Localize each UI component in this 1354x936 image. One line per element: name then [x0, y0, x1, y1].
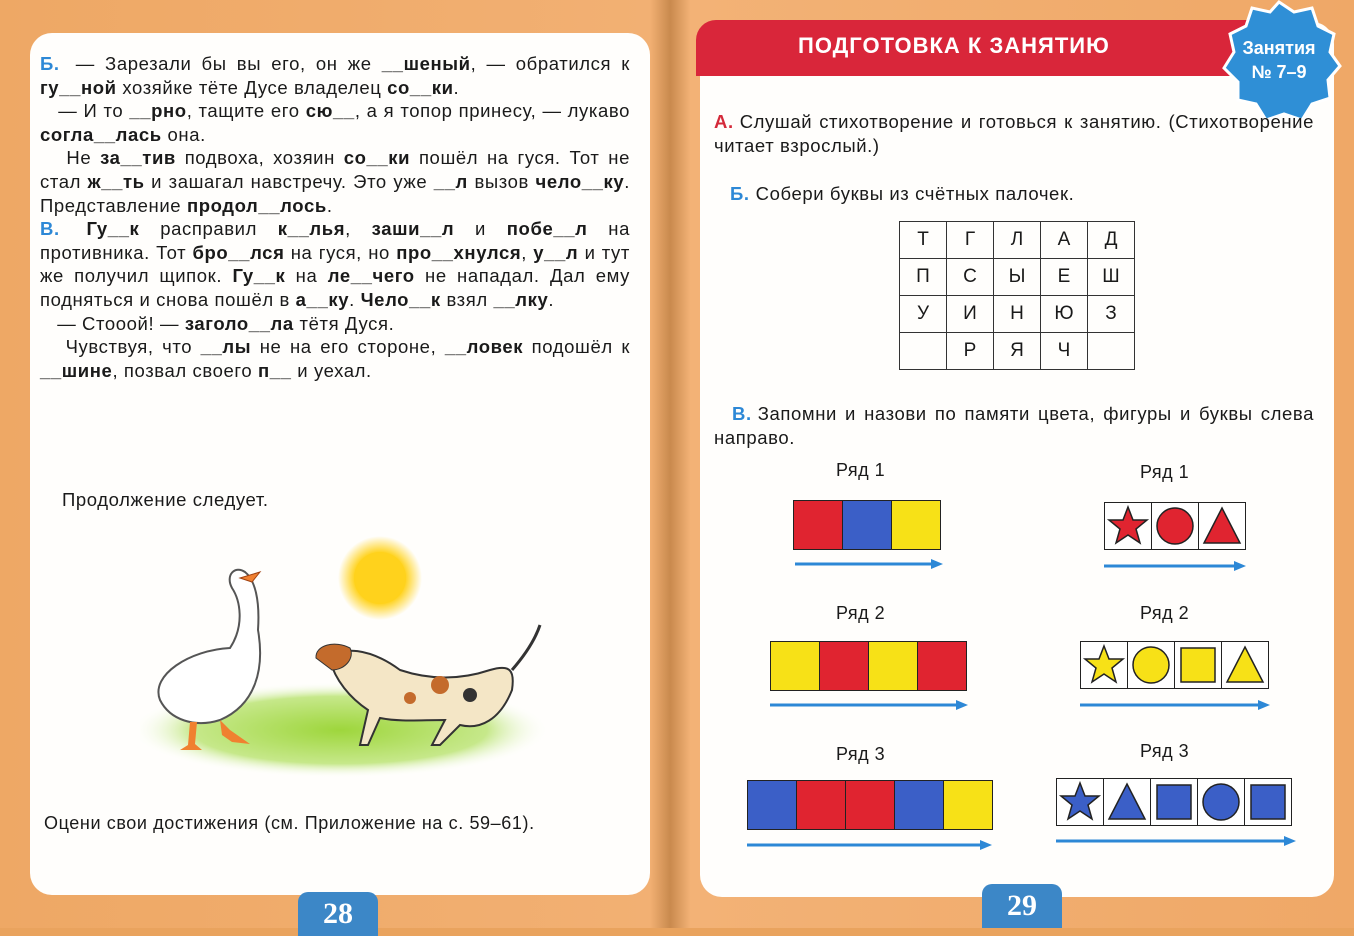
color-square [869, 642, 918, 690]
red-triangle-icon [1199, 503, 1245, 549]
letter-cell: П [900, 259, 947, 296]
direction-arrow [747, 838, 992, 850]
section-b-label: Б. [40, 53, 60, 74]
direction-arrow [1104, 559, 1246, 571]
letter-cell [900, 333, 947, 370]
task-b-text: Собери буквы из счётных палочек. [755, 183, 1075, 204]
color-square [892, 501, 940, 549]
task-c-text: Запомни и назови по памяти цвета, фигуры и буквы слева направо. [714, 403, 1314, 448]
color-square [820, 642, 869, 690]
direction-arrow [1056, 834, 1296, 846]
task-c-label: В. [732, 403, 752, 424]
letter-cell: Е [1041, 259, 1088, 296]
letter-cell: Р [947, 333, 994, 370]
section-header [696, 20, 1296, 76]
blue-star-icon [1057, 779, 1104, 825]
row-label: Ряд 3 [1140, 741, 1190, 761]
color-row [793, 500, 941, 550]
badge-line1: Занятия [1242, 38, 1316, 58]
direction-arrow [770, 698, 968, 710]
color-square [944, 781, 992, 829]
task-b-label: Б. [730, 183, 750, 204]
yellow-triangle-icon [1222, 642, 1268, 688]
shape-row [1056, 778, 1292, 826]
letter-cell [1088, 333, 1135, 370]
letter-grid-row [900, 259, 1135, 296]
letter-cell: Н [994, 296, 1041, 333]
direction-arrow [795, 557, 943, 569]
color-square [771, 642, 820, 690]
task-c [714, 402, 1314, 449]
red-circle-icon [1152, 503, 1199, 549]
color-row [747, 780, 993, 830]
letter-cell: Д [1088, 222, 1135, 259]
color-square [794, 501, 843, 549]
letter-cell: Ш [1088, 259, 1135, 296]
row-label: Ряд 1 [1140, 462, 1190, 482]
letter-cell: У [900, 296, 947, 333]
letter-cell: Ю [1041, 296, 1088, 333]
task-a-text: Слушай стихотворение и готовься к занятию. (Стихотворение читает взрослый.) [714, 111, 1314, 156]
letter-cell: Ч [1041, 333, 1088, 370]
row-label: Ряд 3 [836, 744, 886, 764]
continuation-text: Продолжение следует. [62, 489, 269, 510]
shape-row [1080, 641, 1269, 689]
page-number-left: 28 [298, 892, 378, 936]
story-section-b: Б. — Зарезали бы вы его, он же __шеный, — обратился к гу__ной хозяйке тёте Дусе владелец со__ки. — И то __рно, тащите его сю__, а я топор принесу, — лукаво согла__лась она. Не за__тив подвоха, хозяин со__ки пошёл на гуся. Тот не стал ж__ть и зашагал навстречу. Это уже __л вызов чело__ку. Представление продол__лось. В. Гу__к расправил к__лья, заши__л и побе__л на противника. Тот бро__лся на гуся, но про__хнулся, у__л и тут же получил щипок. Гу__к на ле__чего не нападал. Дал ему подняться и снова пошёл в а__ку. Чело__к взял __лку. — Стооой! — заголо__ла тётя Дуся. Чувствуя, что __лы не на его стороне, __ловек подошёл к __шине, позвал своего п__ и уехал. [40, 53, 631, 381]
section-header-title: ПОДГОТОВКА К ЗАНЯТИЮ [798, 33, 1110, 58]
direction-arrow [1080, 698, 1270, 710]
blue-square-icon [1245, 779, 1291, 825]
letter-cell: З [1088, 296, 1135, 333]
letter-cell: Т [900, 222, 947, 259]
letter-grid-row [900, 296, 1135, 333]
yellow-square-icon [1175, 642, 1222, 688]
letter-grid-row [900, 333, 1135, 370]
lesson-badge [1214, 0, 1344, 122]
task-a [714, 110, 1314, 157]
letter-grid-row [900, 222, 1135, 259]
color-square [895, 781, 944, 829]
color-square [748, 781, 797, 829]
yellow-circle-icon [1128, 642, 1175, 688]
letter-cell: И [947, 296, 994, 333]
section-c-label: В. [40, 218, 60, 240]
color-square [846, 781, 895, 829]
color-row [770, 641, 967, 691]
letter-cell: С [947, 259, 994, 296]
blue-triangle-icon [1104, 779, 1151, 825]
badge-line2: № 7–9 [1251, 62, 1307, 82]
task-b [730, 182, 1310, 206]
task-a-label: А. [714, 111, 734, 132]
letter-cell: А [1041, 222, 1088, 259]
letter-cell: Ы [994, 259, 1041, 296]
yellow-star-icon [1081, 642, 1128, 688]
page-number-right: 29 [982, 884, 1062, 928]
blue-square-icon [1151, 779, 1198, 825]
goose-and-dog-illustration [140, 530, 550, 780]
row-label: Ряд 2 [836, 603, 886, 623]
blue-circle-icon [1198, 779, 1245, 825]
letter-cell: Г [947, 222, 994, 259]
red-star-icon [1105, 503, 1152, 549]
shape-row [1104, 502, 1246, 550]
letter-cell: Я [994, 333, 1041, 370]
color-square [797, 781, 846, 829]
letter-grid [899, 221, 1135, 370]
row-label: Ряд 2 [1140, 603, 1190, 623]
letter-cell: Л [994, 222, 1041, 259]
color-square [918, 642, 966, 690]
color-square [843, 501, 892, 549]
assessment-text: Оцени свои достижения (см. Приложение на с. 59–61). [44, 813, 535, 833]
row-label: Ряд 1 [836, 460, 886, 480]
